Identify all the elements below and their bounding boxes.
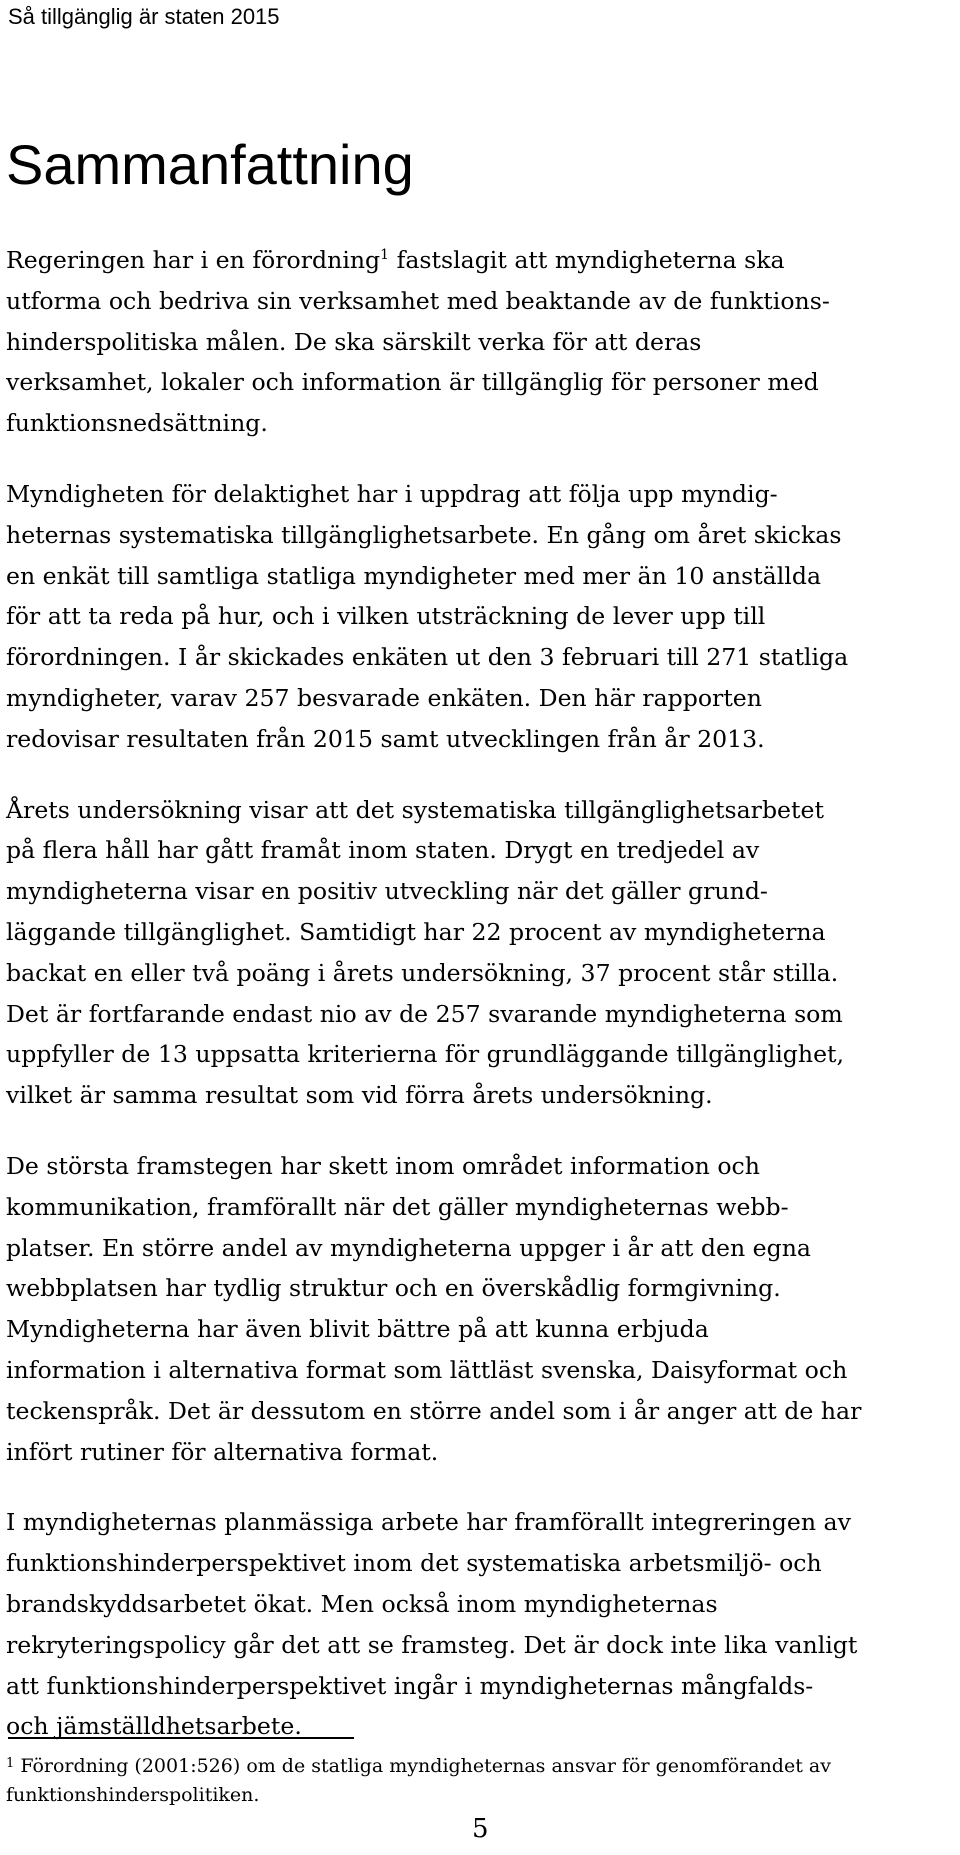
- paragraph-4: [6, 1146, 958, 1472]
- text-line: De största framstegen har skett inom området information och: [6, 1151, 760, 1180]
- paragraph-5: [6, 1502, 958, 1747]
- text-line: funktionsnedsättning.: [6, 409, 268, 438]
- text-line: information i alternativa format som lättläst svenska, Daisyformat och: [6, 1355, 848, 1384]
- text-line: myndigheter, varav 257 besvarade enkäten. Den här rapporten: [6, 683, 762, 712]
- text-line: Regeringen har i en förordning$^1$ fastslagit att myndigheterna ska: [6, 246, 785, 274]
- text-line: myndigheterna visar en positiv utveckling när det gäller grund-: [6, 877, 768, 906]
- footnote-line: $^1$ Förordning (2001:526) om de statliga myndigheternas ansvar för genomförandet av: [6, 1755, 831, 1777]
- footnote-line: funktionshinderspolitiken.: [6, 1784, 260, 1806]
- footnote-divider: [8, 1737, 354, 1739]
- text-line: hinderspolitiska målen. De ska särskilt verka för att deras: [6, 327, 702, 356]
- footnote-reference[interactable]: 1: [380, 247, 390, 263]
- text-line: platser. En större andel av myndigheterna uppger i år att den egna: [6, 1233, 811, 1262]
- text-line: verksamhet, lokaler och information är tillgänglig för personer med: [6, 368, 819, 397]
- text-line: vilket är samma resultat som vid förra årets undersökning.: [6, 1081, 713, 1110]
- text-line: infört rutiner för alternativa format.: [6, 1437, 439, 1466]
- text-line: funktionshinderperspektivet inom det systematiska arbetsmiljö- och: [6, 1549, 822, 1578]
- text-line: och jämställdhetsarbete.: [6, 1712, 302, 1741]
- text-line: Myndigheterna har även blivit bättre på att kunna erbjuda: [6, 1315, 709, 1344]
- text-line: för att ta reda på hur, och i vilken utsträckning de lever upp till: [6, 602, 766, 631]
- page-title: Sammanfattning: [6, 133, 414, 196]
- body-text: [6, 240, 958, 1777]
- text-line: en enkät till samtliga statliga myndigheter med mer än 10 anställda: [6, 561, 822, 590]
- text-line: rekryteringspolicy går det att se framsteg. Det är dock inte lika vanligt: [6, 1630, 858, 1659]
- text-line: redovisar resultaten från 2015 samt utvecklingen från år 2013.: [6, 724, 765, 753]
- text-line: backat en eller två poäng i årets undersökning, 37 procent står stilla.: [6, 958, 839, 987]
- paragraph-1: [6, 240, 958, 444]
- text-line: läggande tillgänglighet. Samtidigt har 22 procent av myndigheterna: [6, 917, 826, 946]
- text-line: utforma och bedriva sin verksamhet med beaktande av de funktions-: [6, 286, 830, 315]
- text-line: teckenspråk. Det är dessutom en större andel som i år anger att de har: [6, 1396, 862, 1425]
- running-header: Så tillgänglig är staten 2015: [8, 4, 280, 29]
- paragraph-3: [6, 790, 958, 1116]
- text-line: på flera håll har gått framåt inom staten. Drygt en tredjedel av: [6, 836, 760, 865]
- footnote-mark: 1: [6, 1756, 15, 1771]
- text-line: kommunikation, framförallt när det gäller myndigheternas webb-: [6, 1192, 789, 1221]
- paragraph-2: [6, 474, 958, 760]
- text-line: Årets undersökning visar att det systematiska tillgänglighetsarbetet: [6, 795, 824, 824]
- text-line: I myndigheternas planmässiga arbete har framförallt integreringen av: [6, 1508, 851, 1537]
- text-line: förordningen. I år skickades enkäten ut den 3 februari till 271 statliga: [6, 643, 849, 672]
- text-line: webbplatsen har tydlig struktur och en överskådlig formgivning.: [6, 1274, 781, 1303]
- text-line: att funktionshinderperspektivet ingår i myndigheternas mångfalds-: [6, 1671, 814, 1700]
- page-number: 5: [472, 1814, 489, 1844]
- text-line: Myndigheten för delaktighet har i uppdrag att följa upp myndig-: [6, 479, 778, 508]
- text-line: heternas systematiska tillgänglighetsarbete. En gång om året skickas: [6, 520, 842, 549]
- footnote: [6, 1752, 831, 1810]
- text-line: brandskyddsarbetet ökat. Men också inom myndigheternas: [6, 1589, 718, 1618]
- text-line: uppfyller de 13 uppsatta kriterierna för grundläggande tillgänglighet,: [6, 1040, 845, 1069]
- text-line: Det är fortfarande endast nio av de 257 svarande myndigheterna som: [6, 999, 843, 1028]
